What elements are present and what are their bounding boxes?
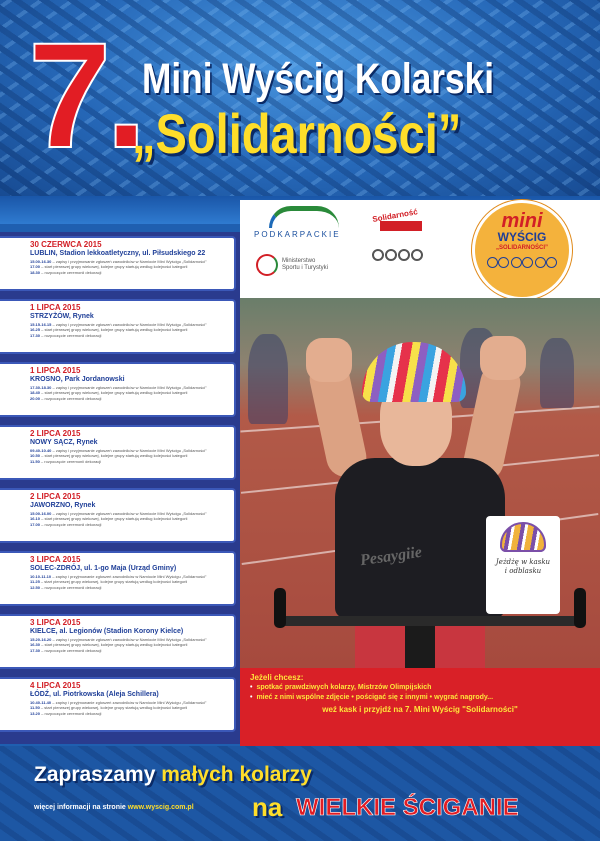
event-time: 16.30 [30,642,41,648]
event-time: 10.40-11.40 [30,699,52,705]
event-activity: – start pierwszej grupy wiekowej, kolejne grupy startują według kolejności kategorii [41,453,188,459]
schedule-event [0,614,236,669]
event-location: JAWORZNO, Rynek [30,501,96,509]
event-time: 16.10 [30,516,41,522]
website-link[interactable]: www.wyscig.com.pl [127,804,194,811]
podkarpackie-logo [254,206,354,239]
event-date: 3 LIPCA 2015 [30,555,81,564]
event-time: 09.40-10.40 [30,447,52,453]
event-time: 15.00-16.00 [30,510,52,516]
event-date: 4 LIPCA 2015 [30,681,81,690]
event-time: 12.50 [30,584,41,590]
cyclists-icon [475,256,569,268]
event-schedule-line [30,585,228,590]
schedule-event [0,362,236,417]
edition-number: 7. [28,11,142,179]
solidarnosc-flag-icon [380,221,422,245]
ministry-logo [256,254,328,276]
invite-small-cyclists: małych kolarzy [161,763,312,786]
event-time: 10.50 [30,453,41,459]
info-box [240,668,600,746]
event-time: 15.15-16.15 [30,321,52,327]
event-date: 2 LIPCA 2015 [30,492,81,501]
info-item: • spotkać prawdziwych kolarzy, Mistrzów Olimpijskich [250,684,432,692]
event-activity: – zapisy i przyjmowanie zgłoszeń zawodników w Namiocie Mini Wyścigu „Solidarności” [52,573,207,579]
event-time: 18.30 [30,269,41,275]
event-activity: – start pierwszej grupy wiekowej, kolejne grupy startują według kolejności kategorii [41,516,188,522]
event-schedule-line [30,522,228,527]
ministry-line2: Sportu i Turystyki [282,265,329,271]
event-location: STRZYŻÓW, Rynek [30,312,94,320]
sponsor-logos [240,200,600,298]
event-location: NOWY SĄCZ, Rynek [30,438,98,446]
handlebar [280,616,580,626]
event-activity: – zapisy i przyjmowanie zgłoszeń zawodników w Namiocie Mini Wyścigu „Solidarności” [52,447,207,453]
event-location: ŁÓDŹ, ul. Piotrkowska (Aleja Schillera) [30,690,159,698]
event-activity: – rozpoczęcie ceremonii dekoracji [41,710,102,716]
more-info-text: więcej informacji na stronie [34,804,126,811]
badge-mini: mini [501,210,543,232]
poster-header [0,0,600,200]
helmet-icon [362,342,466,402]
event-activity: – zapisy i przyjmowanie zgłoszeń zawodników w Namiocie Mini Wyścigu „Solidarności” [52,510,207,516]
event-activity: – start pierwszej grupy wiekowej, kolejne grupy startują według kolejności kategorii [41,327,188,333]
event-activity: – zapisy i przyjmowanie zgłoszeń zawodników w Namiocie Mini Wyścigu „Solidarności” [52,258,207,264]
event-activity: – rozpoczęcie ceremonii dekoracji [41,395,102,401]
event-activity: – start pierwszej grupy wiekowej, kolejne grupy startują według kolejności kategorii [40,579,188,585]
badge-wyscig: WYŚCIG [497,230,547,244]
podkarpackie-arc-icon [269,206,339,228]
event-activity: – start pierwszej grupy wiekowej, kolejne grupy startują według kolejności kategorii [41,264,188,270]
event-date: 30 CZERWCA 2015 [30,240,102,249]
event-schedule-line [30,459,228,464]
event-date: 1 LIPCA 2015 [30,303,81,312]
ministry-text [282,258,328,272]
event-schedule-line [30,711,228,716]
info-item: • mieć z nimi wspólne zdjęcie • pościgać się z innymi • wygrać nagrody... [250,693,494,701]
event-time: 17.30 [30,332,41,338]
shirt-print: Pesaygiie [359,543,424,570]
invite-zapraszamy: Zapraszamy [34,763,156,786]
info-item-text: spotkać prawdziwych kolarzy, Mistrzów Olimpijskich [256,684,432,692]
event-time: 10.10-11.10 [30,573,52,579]
event-activity: – rozpoczęcie ceremonii dekoracji [41,647,102,653]
footer-na: na [252,792,283,822]
event-activity: – zapisy i przyjmowanie zgłoszeń zawodników w Namiocie Mini Wyścigu „Solidarności” [52,321,207,327]
event-location: LUBLIN, Stadion lekkoatletyczny, ul. Piłsudskiego 22 [30,249,206,257]
solidarnosc-olympic-logo [371,207,430,290]
event-activity: – start pierwszej grupy wiekowej, kolejne grupy startują według kolejności kategorii [40,705,188,711]
ministry-emblem-icon [256,254,278,276]
event-activity: – start pierwszej grupy wiekowej, kolejne grupy startują według kolejności kategorii [41,390,188,396]
event-schedule-line [30,648,228,653]
poster-footer [0,746,600,841]
event-activity: – rozpoczęcie ceremonii dekoracji [41,269,102,275]
sign-line2: i odblasku [504,566,542,575]
event-time: 17.00 [30,521,41,527]
safety-helmet-icon [500,522,546,552]
schedule-event [0,677,236,732]
event-time: 16.25 [30,327,41,333]
event-date: 3 LIPCA 2015 [30,618,81,627]
event-schedule-line [30,333,228,338]
podkarpackie-text: PODKARPACKIE [254,230,341,239]
helmet-safety-sign [486,516,560,614]
event-time: 11.50 [30,705,40,711]
poster-title: Mini Wyścig Kolarski [142,55,495,103]
info-item-text: mieć z nimi wspólne zdjęcie • pościgać się z innymi • wygrać nagrody... [256,693,494,701]
event-time: 17.30 [30,647,41,653]
event-location: KIELCE, al. Legionów (Stadion Korony Kielce) [30,627,184,635]
girl-cyclist-photo [240,298,600,668]
event-time: 11.50 [30,458,40,464]
sign-line1: Jeżdżę w kasku [495,558,551,566]
girl-figure [335,458,505,618]
event-activity: – start pierwszej grupy wiekowej, kolejne grupy startują według kolejności kategorii [41,642,188,648]
event-time: 15.00-16.30 [30,258,52,264]
schedule-event [0,299,236,354]
olympic-rings-icon [372,249,432,261]
event-activity: – rozpoczęcie ceremonii dekoracji [41,332,102,338]
event-time: 18.40 [30,390,41,396]
big-race-slogan: WIELKIE ŚCIGANIE [296,794,519,821]
event-time: 20.00 [30,395,41,401]
badge-solidarnosci: „SOLIDARNOŚCI” [495,245,548,251]
ministry-line1: Ministerstwo [282,257,316,264]
event-time: 11.25 [30,579,40,585]
schedule-column [0,232,240,744]
poster-subtitle: „Solidarności” [132,102,462,165]
event-location: KROSNO, Park Jordanowski [30,375,125,383]
event-time: 13.20 [30,710,41,716]
more-info [34,804,194,811]
event-activity: – rozpoczęcie ceremonii dekoracji [41,584,102,590]
event-schedule-line [30,270,228,275]
event-activity: – zapisy i przyjmowanie zgłoszeń zawodników w Namiocie Mini Wyścigu „Solidarności” [52,636,207,642]
schedule-event [0,551,236,606]
event-activity: – zapisy i przyjmowanie zgłoszeń zawodników w Namiocie Mini Wyścigu „Solidarności” [52,699,207,705]
schedule-event [0,488,236,543]
info-call-to-action: weź kask i przyjdź na 7. Mini Wyścig "Solidarności" [322,705,518,715]
schedule-event [0,236,236,291]
event-location: SOLEC-ZDRÓJ, ul. 1-go Maja (Urząd Gminy) [30,564,177,572]
event-date: 1 LIPCA 2015 [30,366,81,375]
event-date: 2 LIPCA 2015 [30,429,81,438]
event-time: 17.30-18.30 [30,384,52,390]
solidarnosc-wordmark: Solidarność [371,207,419,224]
mini-wyscig-badge [472,200,572,300]
schedule-event [0,425,236,480]
event-time: 17.00 [30,264,41,270]
event-time: 15.20-16.20 [30,636,52,642]
event-activity: – rozpoczęcie ceremonii dekoracji [40,458,102,464]
invitation [34,764,312,785]
event-activity: – rozpoczęcie ceremonii dekoracji [41,521,102,527]
event-schedule-line [30,396,228,401]
event-activity: – zapisy i przyjmowanie zgłoszeń zawodników w Namiocie Mini Wyścigu „Solidarności” [52,384,207,390]
info-heading: Jeżeli chcesz: [250,673,304,682]
